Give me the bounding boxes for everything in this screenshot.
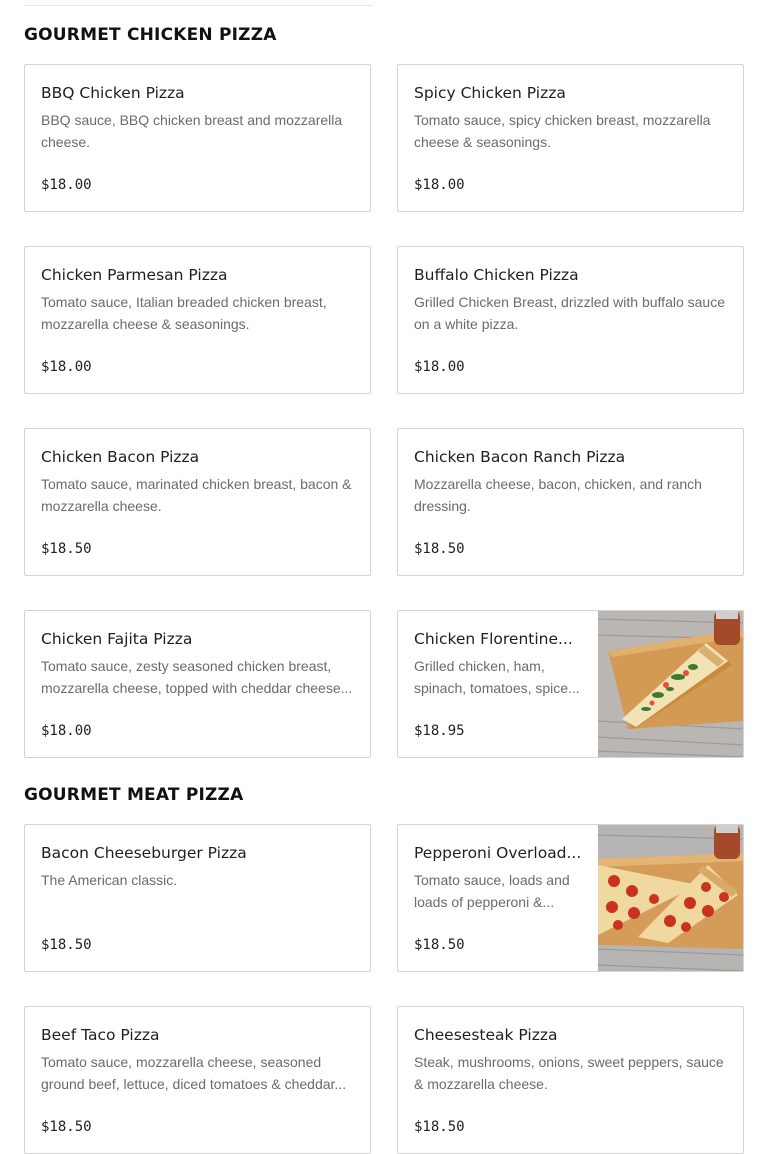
item-price: $18.50 (41, 1119, 92, 1135)
item-price: $18.50 (414, 937, 465, 953)
menu-item-chicken-bacon-pizza[interactable] (24, 428, 371, 576)
item-name: Chicken Parmesan Pizza (41, 266, 228, 284)
menu-item-buffalo-chicken-pizza[interactable] (397, 246, 744, 394)
menu-item-chicken-florentine-pizza[interactable] (397, 610, 744, 758)
item-price: $18.95 (414, 723, 465, 739)
menu-item-bbq-chicken-pizza[interactable] (24, 64, 371, 212)
item-description: Grilled Chicken Breast, drizzled with buffalo sauce on a white pizza. (414, 294, 726, 332)
menu-item-pepperoni-overload-pizza[interactable] (397, 824, 744, 972)
menu-item-bacon-cheeseburger-pizza[interactable] (24, 824, 371, 972)
item-price: $18.00 (414, 177, 465, 193)
item-price: $18.00 (41, 177, 92, 193)
item-name: Chicken Bacon Ranch Pizza (414, 448, 626, 466)
item-price: $18.00 (41, 723, 92, 739)
item-name: Chicken Fajita Pizza (41, 630, 193, 648)
item-price: $18.50 (41, 541, 92, 557)
item-description: Mozzarella cheese, bacon, chicken, and ranch dressing. (414, 476, 702, 514)
item-name: Pepperoni Overload... (414, 844, 582, 862)
menu-item-chicken-parmesan-pizza[interactable] (24, 246, 371, 394)
item-description: Tomato sauce, mozzarella cheese, seasoned ground beef, lettuce, diced tomatoes & cheddar... (41, 1054, 347, 1092)
item-name: Beef Taco Pizza (41, 1026, 160, 1044)
item-name: Spicy Chicken Pizza (414, 84, 566, 102)
item-name: Bacon Cheeseburger Pizza (41, 844, 247, 862)
item-description: Grilled chicken, ham, spinach, tomatoes, spice... (414, 658, 580, 696)
item-description: Steak, mushrooms, onions, sweet peppers, sauce & mozzarella cheese. (414, 1054, 724, 1092)
item-price: $18.00 (414, 359, 465, 375)
item-description: BBQ sauce, BBQ chicken breast and mozzarella cheese. (41, 112, 343, 150)
item-name: BBQ Chicken Pizza (41, 84, 185, 102)
item-price: $18.00 (41, 359, 92, 375)
menu-item-cheesesteak-pizza[interactable] (397, 1006, 744, 1154)
item-description: Tomato sauce, Italian breaded chicken breast, mozzarella cheese & seasonings. (41, 294, 327, 332)
section-title-gourmet-meat-pizza: GOURMET MEAT PIZZA (24, 785, 244, 805)
item-description: Tomato sauce, zesty seasoned chicken breast, mozzarella cheese, topped with cheddar cheese... (41, 658, 353, 696)
item-description: Tomato sauce, loads and loads of pepperoni &... (414, 872, 570, 910)
item-description: The American classic. (41, 872, 178, 888)
item-name: Chicken Florentine... (414, 630, 573, 648)
menu-item-chicken-fajita-pizza[interactable] (24, 610, 371, 758)
menu-item-spicy-chicken-pizza[interactable] (397, 64, 744, 212)
section-title-gourmet-chicken-pizza: GOURMET CHICKEN PIZZA (24, 25, 277, 45)
menu-item-beef-taco-pizza[interactable] (24, 1006, 371, 1154)
item-name: Chicken Bacon Pizza (41, 448, 200, 466)
item-price: $18.50 (41, 937, 92, 953)
item-price: $18.50 (414, 1119, 465, 1135)
item-description: Tomato sauce, marinated chicken breast, bacon & mozzarella cheese. (41, 476, 352, 514)
item-name: Buffalo Chicken Pizza (414, 266, 579, 284)
previous-section-card-edge (24, 0, 373, 6)
item-description: Tomato sauce, spicy chicken breast, mozzarella cheese & seasonings. (414, 112, 711, 150)
florentine-pizza-photo (598, 611, 743, 758)
item-name: Cheesesteak Pizza (414, 1026, 558, 1044)
menu-item-chicken-bacon-ranch-pizza[interactable] (397, 428, 744, 576)
item-price: $18.50 (414, 541, 465, 557)
pepperoni-pizza-photo (598, 825, 743, 972)
